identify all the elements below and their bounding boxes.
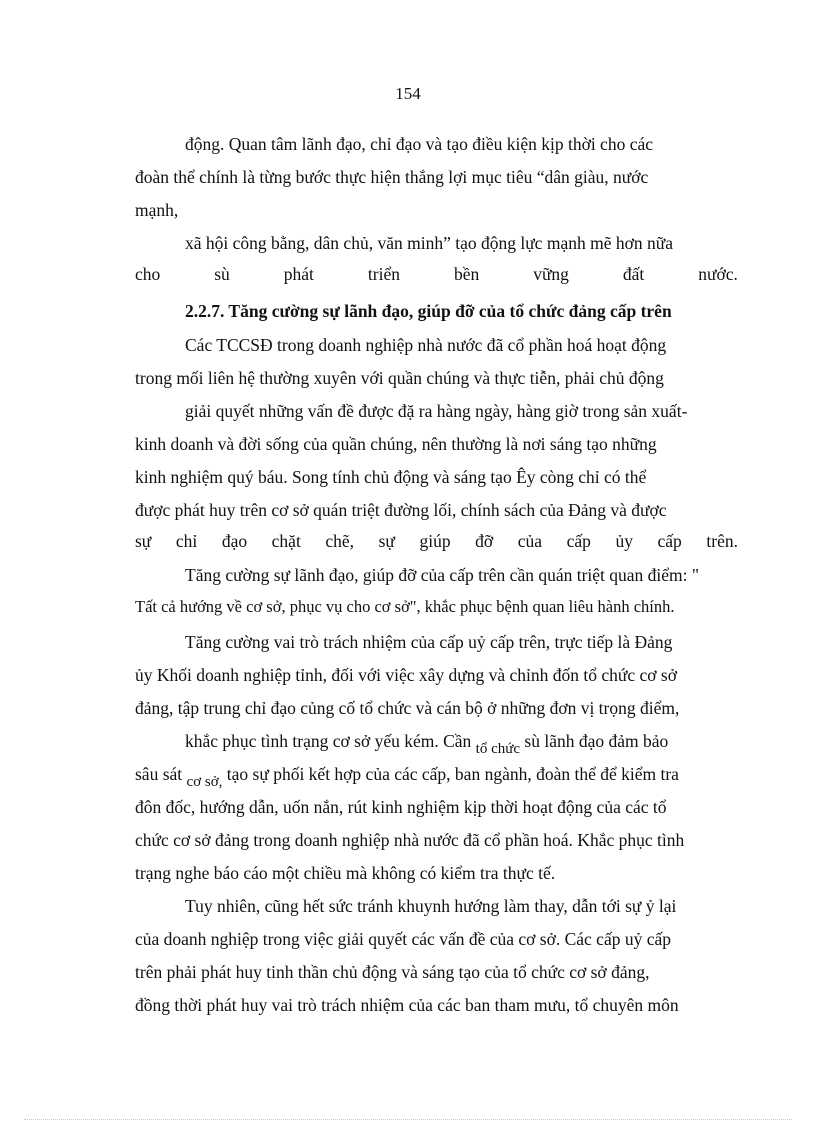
text-line: trong mối liên hệ thường xuyên với quần chúng và thực tiễn, phải chủ động [135,368,664,388]
word: trên. [706,531,738,551]
word: sự [135,531,152,551]
word: triển [367,264,400,284]
text-line: giải quyết những vấn đề được đặ ra hàng ngày, hàng giờ trong sản xuất- [185,401,688,421]
justified-line [135,263,738,285]
word: sự [378,531,395,551]
subscript-insert: tổ chức [475,741,521,757]
text-line: Tất cả hướng về cơ sở, phục vụ cho cơ sở", khắc phục bệnh quan liêu hành chính. [135,597,675,616]
text-line: trạng nghe báo cáo một chiều mà không có kiểm tra thực tế. [135,863,556,883]
justified-line [135,530,738,552]
text-line: được phát huy trên cơ sở quán triệt đường lối, chính sách của Đảng và được [135,500,667,520]
text-line: mạnh, [135,200,179,220]
text-line: chức cơ sở đảng trong doanh nghiệp nhà nước đã cổ phần hoá. Khắc phục tình [135,830,685,850]
word: ủy [615,531,633,551]
word: chặt [271,531,301,551]
text-line [185,730,669,757]
text-line: kinh doanh và đời sống của quần chúng, nên thường là nơi sáng tạo những [135,434,657,454]
subscript-insert: cơ sở, [186,774,223,790]
word: cấp [657,531,682,551]
text-line: ủy Khối doanh nghiệp tỉnh, đối với việc xây dựng và chỉnh đốn tổ chức cơ sở [135,665,677,685]
page-number: 154 [395,84,421,103]
word: vững [533,264,569,284]
text-line [135,763,679,790]
word: đỡ [475,531,494,551]
word: đạo [221,531,248,551]
text-line: Tuy nhiên, cũng hết sức tránh khuynh hướng làm thay, dẫn tới sự ỷ lại [185,896,677,916]
text-line: Tăng cường sự lãnh đạo, giúp đỡ của cấp trên cần quán triệt quan điểm: " [185,565,700,585]
text-line: đôn đốc, hướng dẫn, uốn nắn, rút kinh nghiệm kịp thời hoạt động của các tổ [135,797,667,817]
text-line: kinh nghiệm quý báu. Song tính chủ động và sáng tạo Êy còng chỉ có thể [135,467,647,487]
page-bottom-divider [24,1119,792,1120]
text-line: đảng, tập trung chỉ đạo củng cố tổ chức và cán bộ ở những đơn vị trọng điểm, [135,698,680,718]
text-line: động. Quan tâm lãnh đạo, chỉ đạo và tạo điều kiện kịp thời cho các [185,134,654,154]
text-span: khắc phục tình trạng cơ sở yếu kém. Cần [185,731,472,751]
word: đất [622,264,645,284]
section-heading: 2.2.7. Tăng cường sự lãnh đạo, giúp đỡ của tổ chức đảng cấp trên [185,301,672,321]
text-span: sù lãnh đạo đảm bảo [524,731,669,751]
text-line: của doanh nghiệp trong việc giải quyết các vấn đề của cơ sở. Các cấp uỷ cấp [135,929,671,949]
text-line: đồng thời phát huy vai trò trách nhiệm của các ban tham mưu, tổ chuyên môn [135,995,679,1015]
text-span: sâu sát [135,764,183,784]
word: cấp [566,531,591,551]
word: nước. [698,264,738,284]
text-span: tạo sự phối kết hợp của các cấp, ban ngành, đoàn thể để kiểm tra [226,764,679,784]
word: chẽ, [325,531,355,551]
word: phát [283,264,314,284]
text-line: Các TCCSĐ trong doanh nghiệp nhà nước đã cổ phần hoá hoạt động [185,335,667,355]
word: cho [135,264,161,284]
text-line: trên phải phát huy tinh thần chủ động và sáng tạo của tổ chức cơ sở đảng, [135,962,650,982]
word: giúp [419,531,451,551]
word: bền [453,264,480,284]
text-line: đoàn thể chính là từng bước thực hiện thắng lợi mục tiêu “dân giàu, nước [135,167,649,187]
text-line: xã hội công bằng, dân chủ, văn minh” tạo động lực mạnh mẽ hơn nữa [185,233,673,253]
word: chỉ [175,531,198,551]
word: của [517,531,543,551]
word: sù [214,264,230,284]
text-line: Tăng cường vai trò trách nhiệm của cấp uỷ cấp trên, trực tiếp là Đảng [185,632,673,652]
